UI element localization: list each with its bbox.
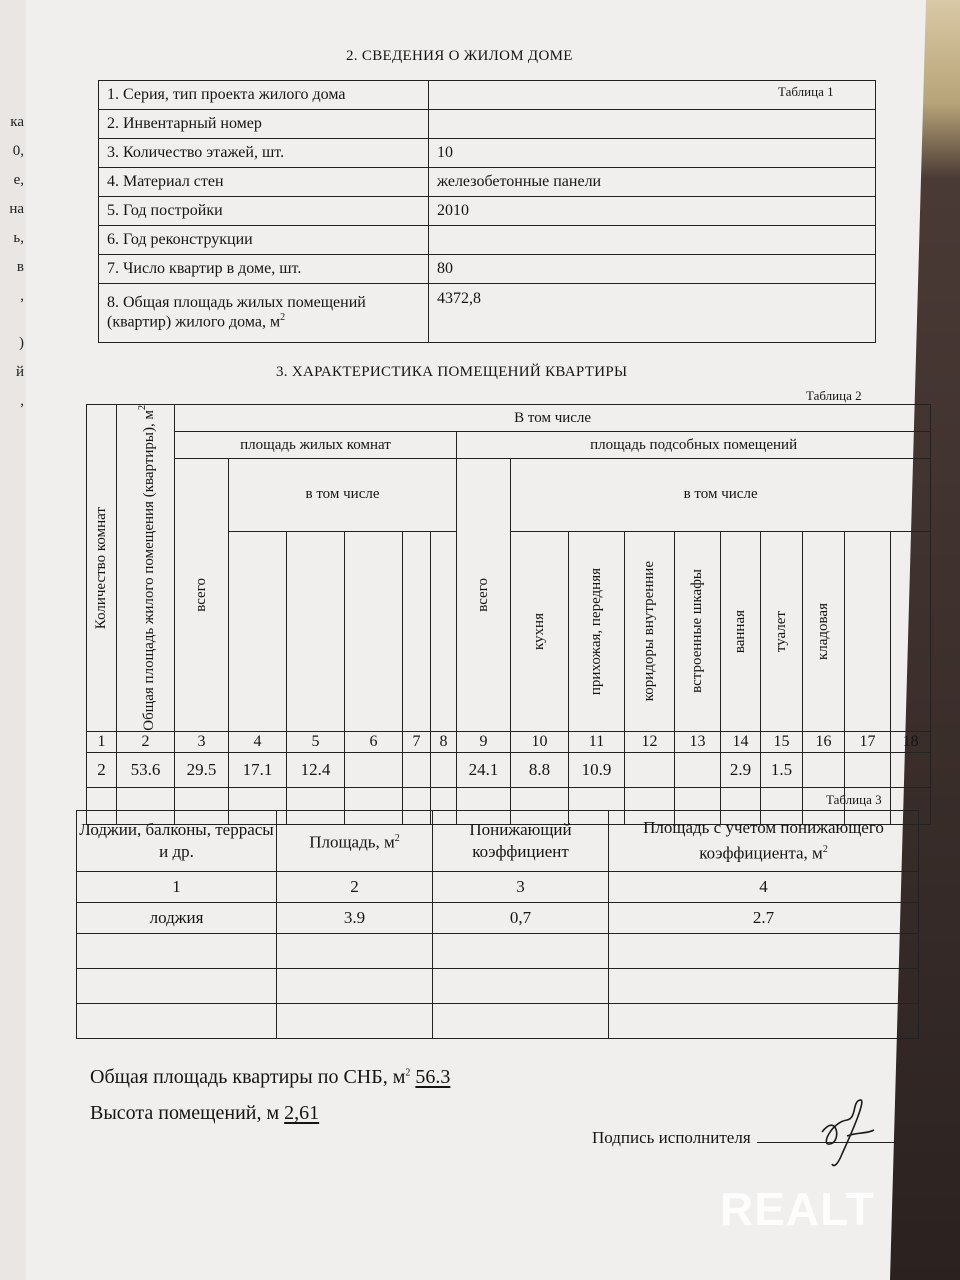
column-number: 13 [675, 731, 721, 752]
cell-value-col-16 [803, 752, 845, 787]
cell-value-col-11: 10.9 [569, 752, 625, 787]
loggia-table [76, 810, 919, 1039]
margin-fragment: е, [13, 172, 24, 188]
cell-value-col-18 [891, 752, 931, 787]
header-room-2 [287, 531, 345, 731]
row-label: 6. Год реконструкции [99, 226, 429, 255]
margin-fragment: й [15, 364, 24, 380]
column-number: 12 [625, 731, 675, 752]
row-value: 80 [429, 255, 876, 284]
total-area-label: Общая площадь квартиры по СНБ, $м^2$ [90, 1066, 411, 1088]
table2-caption: Таблица 2 [806, 388, 862, 403]
column-number: 15 [761, 731, 803, 752]
column-number: 9 [457, 731, 511, 752]
header-extra-2 [891, 531, 931, 731]
margin-fragment: в [16, 259, 24, 275]
column-number: 11 [569, 731, 625, 752]
column-number: 18 [891, 731, 931, 752]
header-aux-area: площадь подсобных помещений [457, 432, 931, 459]
cell-value-col-5: 12.4 [287, 752, 345, 787]
column-number: 2 [277, 872, 433, 903]
header-aux-total: всего [457, 459, 511, 732]
cell-value-col-3: 29.5 [175, 752, 229, 787]
margin-fragment: на [9, 201, 24, 217]
header-including: В том числе [175, 405, 931, 432]
row-label: 1. Серия, тип проекта жилого дома [99, 81, 429, 110]
margin-fragment: , [20, 393, 24, 409]
table3-caption: Таблица 3 [826, 792, 882, 807]
row-value [429, 81, 876, 110]
margin-fragment: ь, [13, 230, 24, 246]
header-closets: встроенные шкафы [675, 531, 721, 731]
total-area-line [90, 1066, 450, 1089]
row-value: железобетонные панели [429, 168, 876, 197]
empty-row [77, 1004, 919, 1039]
header-reduced-area: Площадь с учетом понижающего коэффициента, $м^2$ [609, 811, 919, 872]
column-number: 1 [77, 872, 277, 903]
margin-fragment: ка [10, 114, 24, 130]
header-room-1 [229, 531, 287, 731]
cell-value-col-13 [675, 752, 721, 787]
cell-value-col-6 [345, 752, 403, 787]
margin-text-fragments [2, 108, 24, 416]
cell-value-col-12 [625, 752, 675, 787]
handwritten-signature [812, 1092, 882, 1172]
table-row [99, 110, 876, 139]
row-value: 10 [429, 139, 876, 168]
empty-row [77, 969, 919, 1004]
cell-value-col-2: 53.6 [117, 752, 175, 787]
header-living-total: всего [175, 459, 229, 732]
loggia-area: 3.9 [277, 903, 433, 934]
column-number: 2 [117, 731, 175, 752]
table-row [99, 226, 876, 255]
margin-fragment: , [20, 288, 24, 304]
cell-value-col-9: 24.1 [457, 752, 511, 787]
column-number: 3 [175, 731, 229, 752]
column-number: 4 [609, 872, 919, 903]
height-line [90, 1102, 319, 1125]
house-info-table [98, 80, 876, 343]
total-area-value: 56.3 [415, 1066, 451, 1088]
row-label: 4. Материал стен [99, 168, 429, 197]
column-number: 6 [345, 731, 403, 752]
header-living-including: в том числе [229, 459, 457, 532]
cell-value-col-4: 17.1 [229, 752, 287, 787]
header-rooms-count: Количество комнат [87, 405, 117, 732]
header-kitchen: кухня [511, 531, 569, 731]
column-number: 1 [87, 731, 117, 752]
column-number: 17 [845, 731, 891, 752]
table1-caption: Таблица 1 [778, 84, 834, 99]
loggia-reduced-area: 2.7 [609, 903, 919, 934]
header-loggia: Лоджии, балконы, террасы и др. [77, 811, 277, 872]
table-row [99, 168, 876, 197]
loggia-type: лоджия [77, 903, 277, 934]
table-row [99, 81, 876, 110]
table-row [99, 139, 876, 168]
header-living-area: площадь жилых комнат [175, 432, 457, 459]
row-label: 5. Год постройки [99, 197, 429, 226]
cell-value-col-14: 2.9 [721, 752, 761, 787]
loggia-coefficient: 0,7 [433, 903, 609, 934]
empty-row [77, 934, 919, 969]
header-storage: кладовая [803, 531, 845, 731]
header-aux-including: в том числе [511, 459, 931, 532]
apartment-rooms-table [86, 404, 931, 825]
row-label: 8. Общая площадь жилых помещений (квартир) жилого дома, $м^2$ [99, 284, 429, 343]
row-value [429, 226, 876, 255]
header-room-4 [403, 531, 431, 731]
table-row [99, 284, 876, 343]
column-number: 8 [431, 731, 457, 752]
header-total-area: Общая площадь жилого помещения (квартиры), $м^2$ [117, 405, 175, 732]
column-number: 4 [229, 731, 287, 752]
column-number: 7 [403, 731, 431, 752]
cell-value-col-10: 8.8 [511, 752, 569, 787]
row-value: 4372,8 [429, 284, 876, 343]
column-number: 16 [803, 731, 845, 752]
section2-title: 2. СВЕДЕНИЯ О ЖИЛОМ ДОМЕ [346, 48, 573, 64]
margin-fragment: 0, [12, 143, 24, 159]
column-number: 3 [433, 872, 609, 903]
row-value: 2010 [429, 197, 876, 226]
header-coefficient: Понижающий коэффициент [433, 811, 609, 872]
header-extra-1 [845, 531, 891, 731]
row-label: 2. Инвентарный номер [99, 110, 429, 139]
table-row [99, 255, 876, 284]
row-value [429, 110, 876, 139]
height-value: 2,61 [284, 1102, 320, 1124]
table-row [99, 197, 876, 226]
header-bathroom: ванная [721, 531, 761, 731]
cell-value-col-17 [845, 752, 891, 787]
cell-value-col-1: 2 [87, 752, 117, 787]
column-number: 14 [721, 731, 761, 752]
header-area: Площадь, $м^2$ [277, 811, 433, 872]
section3-title: 3. ХАРАКТЕРИСТИКА ПОМЕЩЕНИЙ КВАРТИРЫ [276, 364, 628, 380]
apartment-values-row [87, 752, 931, 787]
height-label: Высота помещений, м [90, 1102, 280, 1124]
header-corridors: коридоры внутренние [625, 531, 675, 731]
cell-value-col-8 [431, 752, 457, 787]
row-label: 7. Число квартир в доме, шт. [99, 255, 429, 284]
margin-fragment: ) [19, 335, 24, 351]
signature-label: Подпись исполнителя [592, 1128, 751, 1147]
column-number-row [87, 731, 931, 752]
header-hallway: прихожая, передняя [569, 531, 625, 731]
cell-value-col-7 [403, 752, 431, 787]
realt-watermark: REALT [720, 1183, 875, 1235]
header-toilet: туалет [761, 531, 803, 731]
column-number: 5 [287, 731, 345, 752]
header-room-5 [431, 531, 457, 731]
row-label: 3. Количество этажей, шт. [99, 139, 429, 168]
header-room-3 [345, 531, 403, 731]
column-number: 10 [511, 731, 569, 752]
cell-value-col-15: 1.5 [761, 752, 803, 787]
